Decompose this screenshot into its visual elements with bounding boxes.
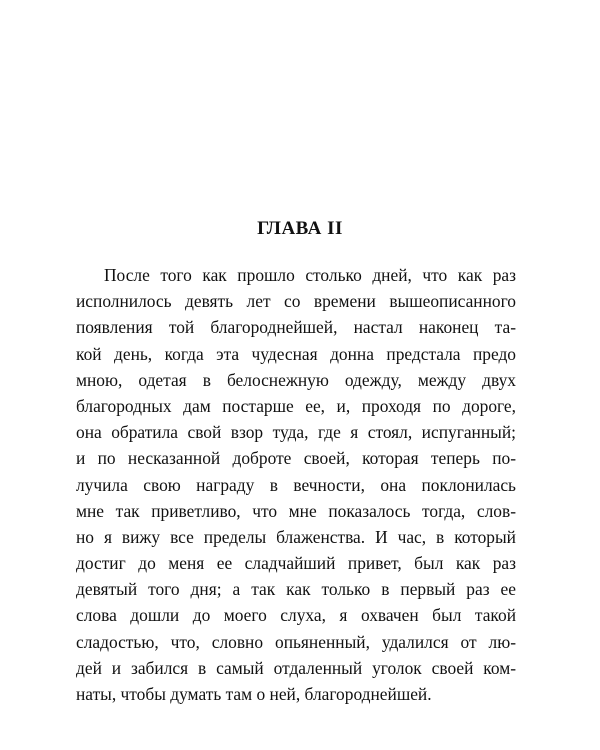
text-line: но я вижу все пределы блаженства. И час, в который <box>76 526 516 547</box>
text-line: После того как прошло столько дней, что как раз <box>104 265 516 285</box>
text-line: лучила свою награду в вечности, она поклонилась <box>76 474 516 495</box>
text-line: и по несказанной доброте своей, которая теперь по- <box>76 448 516 469</box>
text-line: кой день, когда эта чудесная донна предстала предо <box>76 343 516 364</box>
chapter-paragraph <box>76 262 516 707</box>
text-line: слова дошли до моего слуха, я охвачен был такой <box>76 605 516 626</box>
text-line: наты, чтобы думать там о ней, благороднейшей. <box>76 684 432 704</box>
chapter-title: ГЛАВА II <box>257 218 343 239</box>
text-line: дей и забился в самый отдаленный уголок своей ком- <box>76 657 516 678</box>
text-line: благородных дам постарше ее, и, проходя по дороге, <box>76 395 516 416</box>
text-line: появления той благороднейшей, настал наконец та- <box>76 317 516 338</box>
text-line: достиг до меня ее сладчайший привет, был как раз <box>76 553 516 574</box>
text-line: исполнилось девять лет со времени вышеописанного <box>76 291 516 312</box>
text-line: мною, одетая в белоснежную одежду, между двух <box>76 369 516 390</box>
text-line: мне так приветливо, что мне показалось тогда, слов- <box>76 500 516 521</box>
text-line: девятый того дня; а так как только в первый раз ее <box>76 579 516 600</box>
text-line: она обратила свой взор туда, где я стоял, испуганный; <box>76 422 516 443</box>
text-line: сладостью, что, словно опьяненный, удалился от лю- <box>76 631 516 652</box>
